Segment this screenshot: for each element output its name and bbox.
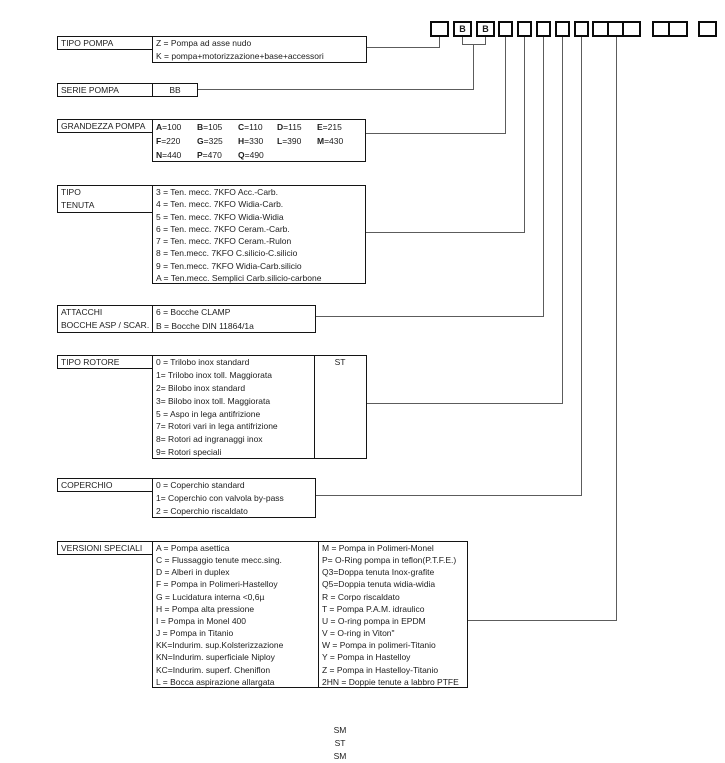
label-grandezza-pompa: GRANDEZZA POMPA [57,119,153,133]
grandezza-entry: C=110 [238,122,263,132]
connector-tipo-pompa-h [367,47,440,48]
connector-grandezza-h [366,133,506,134]
value-row: B = Bocche DIN 11864/1a [156,320,254,331]
label-tipo-tenuta: TIPO TENUTA [57,185,153,213]
value-row: 7= Rotori vari in lega antifrizione [156,421,278,432]
values-coperchio [152,478,316,518]
tolerance-marker: ST [334,357,346,367]
code-box-1 [430,21,449,37]
value-row: 3= Bilobo inox toll. Maggiorata SM [153,395,366,408]
label-coperchio: COPERCHIO [57,478,153,492]
values-attacchi [152,305,316,333]
value-row: 2= Bilobo inox standard ST [153,382,366,395]
connector-versioni-h [468,620,617,621]
value-row: 9 = Ten.mecc. 7KFO Widia-Carb.silicio [156,260,302,271]
label-tipo-pompa: TIPO POMPA [57,36,153,50]
grandezza-row [153,134,365,148]
connector-tenuta-v [524,37,525,232]
grandezza-entry: Q=490 [238,150,264,160]
value-row: U = O-ring pompa in EPDM [322,615,426,626]
grandezza-entry: G=325 [197,136,223,146]
value-row: P= O-Ring pompa in teflon(P.T.F.E.) [322,555,457,566]
versioni-left-column [153,542,318,687]
connector-tipo-pompa-v [439,37,440,47]
code-box-group-triple [592,21,641,37]
versioni-right-column [318,542,468,687]
code-box-9 [594,23,609,35]
value-row: F = Pompa in Polimeri-Hastelloy [156,579,278,590]
code-box-8 [574,21,589,37]
grandezza-entry: D=115 [277,122,302,132]
connector-coperchio-h [315,495,582,496]
connector-tenuta-h [366,232,525,233]
values-tipo-pompa [152,36,367,63]
code-box-10 [609,23,624,35]
connector-serie-mid-v [473,44,474,89]
grandezza-entry: M=430 [317,136,344,146]
value-row: Q5=Doppia tenuta widia-widia [322,579,436,590]
value-row: 6 = Ten. mecc. 7KFO Ceram.-Carb. [156,223,290,234]
value-row: Y = Pompa in Hastelloy [322,652,411,663]
value-row: 2 = Coperchio riscaldato [156,506,248,516]
connector-serie-h [197,89,474,90]
code-box-3: B [476,21,495,37]
value-row: A = Pompa asettica [156,543,230,553]
connector-serie-join-h [462,44,486,45]
code-box-7 [555,21,570,37]
value-row: 8 = Ten.mecc. 7KFO C.silicio-C.silicio [156,248,298,259]
value-row: T = Pompa P.A.M. idraulico [322,603,425,614]
code-box-2: B [453,21,472,37]
value-row: J = Pompa in Titanio [156,628,234,639]
grandezza-row [153,148,365,162]
value-row: V = O-ring in Viton" [322,628,395,639]
value-row: 5 = Aspo in lega antifrizione [156,408,261,419]
connector-attacchi-v [543,37,544,316]
value-row: G = Lucidatura interna <0,6µ [156,591,265,602]
value-row: KK=Indurim. sup.Kolsterizzazione [156,640,284,651]
grandezza-entry: L=390 [277,136,302,146]
value-row: Z = Pompa in Hastelloy-Titanio [322,664,439,675]
value-row: H = Pompa alta pressione [156,603,255,614]
value-row: KC=Indurim. superf. Cheniflon [156,664,271,675]
value-row: W = Pompa in polimeri-Titanio [322,640,436,651]
value-row: 6 = Bocche CLAMP [156,307,231,317]
code-box-group-pair [652,21,688,37]
value-row: Q3=Doppa tenuta Inox-grafite [322,567,435,578]
value-row: Z = Pompa ad asse nudo [156,38,252,48]
code-box-12 [654,23,670,35]
code-box-14 [698,21,717,37]
value-row: 0 = Coperchio standard [156,480,245,490]
value-row: C = Flussaggio tenute mecc.sing. [156,555,282,566]
grandezza-entry: A=100 [156,122,182,132]
value-row: K = pompa+motorizzazione+base+accessori [156,51,324,61]
grandezza-entry: B=105 [197,122,223,132]
grandezza-entry: P=470 [197,150,222,160]
value-row: 7 = Ten. mecc. 7KFO Ceram.-Rulon [156,236,292,246]
tolerance-marker: SM [333,750,347,761]
code-box-13 [670,23,686,35]
code-box-5 [517,21,532,37]
connector-coperchio-v [581,37,582,495]
grandezza-entry: H=330 [238,136,264,146]
value-row: 3 = Ten. mecc. 7KFO Acc.-Carb. [156,187,278,197]
code-box-11 [624,23,639,35]
value-row: L = Bocca aspirazione allargata [156,676,275,687]
code-box-6 [536,21,551,37]
value-row: 4 = Ten. mecc. 7KFO Widia-Carb. [156,199,284,210]
rotore-column-divider [314,356,315,458]
value-row: 0 = Trilobo inox standard ST [153,356,366,369]
values-tipo-tenuta [152,185,366,284]
connector-attacchi-h [315,316,544,317]
label-serie-pompa: SERIE POMPA [57,83,153,97]
value-row: 5 = Ten. mecc. 7KFO Widia-Widia [156,211,284,222]
connector-grandezza-v [505,37,506,133]
value-row: M = Pompa in Polimeri-Monel [322,543,434,553]
tolerance-marker: SM [333,724,347,735]
value-row: 2HN = Doppie tenute a labbro PTFE [322,676,459,687]
value-row: 1= Coperchio con valvola by-pass [156,493,284,503]
code-box-4 [498,21,513,37]
label-versioni-speciali: VERSIONI SPECIALI [57,541,153,555]
value-row: KN=Indurim. superficiale Niploy [156,652,275,663]
connector-serie-right-v [485,37,486,44]
value-row: I = Pompa in Monel 400 [156,615,247,626]
label-tipo-rotore: TIPO ROTORE [57,355,153,369]
value-row: 8= Rotori ad ingranaggi inox [156,434,263,445]
connector-serie-left-v [462,37,463,44]
values-grandezza-pompa [152,119,366,162]
grandezza-entry: N=440 [156,150,182,160]
grandezza-entry: E=215 [317,122,342,132]
value-row: 9= Rotori speciali [156,447,222,458]
tolerance-marker: ST [334,737,346,748]
grandezza-row [153,120,365,134]
value-row: 1= Trilobo inox toll. Maggiorata SM [153,369,366,382]
values-serie-pompa [152,83,198,97]
connector-versioni-v [616,37,617,620]
serie-value: BB [169,85,181,95]
values-versioni-speciali [152,541,468,688]
label-attacchi: ATTACCHI BOCCHE ASP / SCAR. [57,305,153,333]
value-row: D = Alberi in duplex [156,567,230,578]
grandezza-entry: F=220 [156,136,181,146]
value-row: R = Corpo riscaldato [322,591,400,602]
connector-rotore-h [367,403,563,404]
connector-rotore-v [562,37,563,403]
value-row: A = Ten.mecc. Semplici Carb.silicio-carbone [156,272,322,283]
